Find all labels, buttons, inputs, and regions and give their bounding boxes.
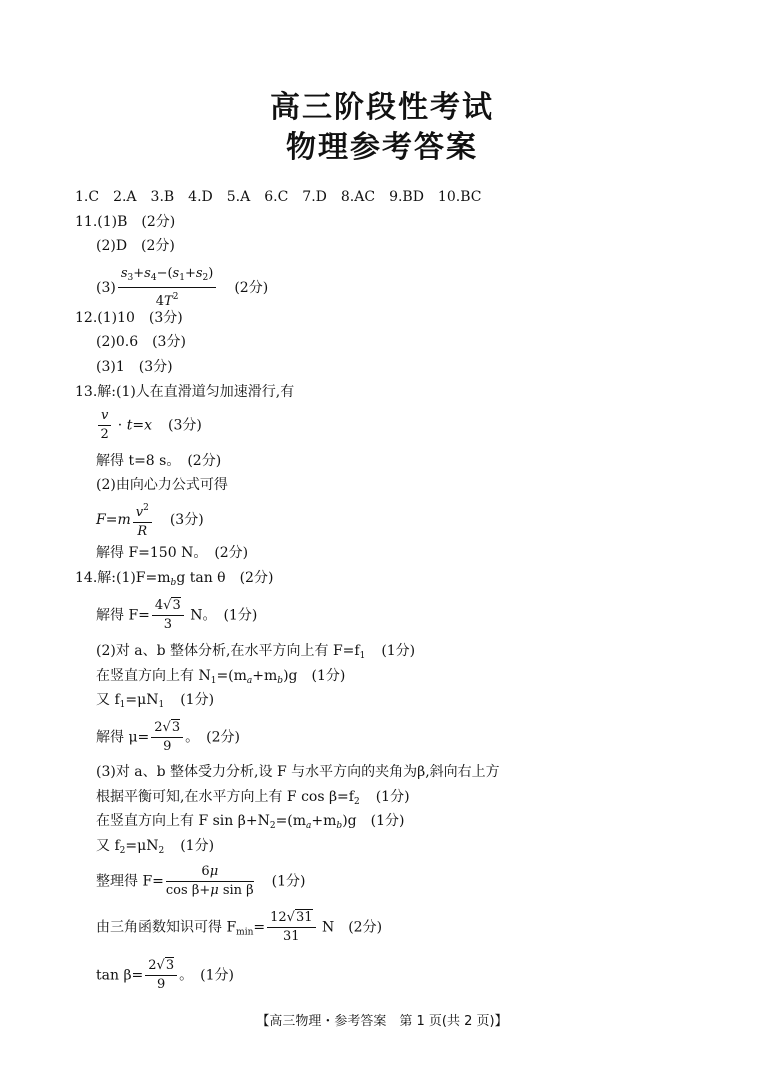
q14-p2-res-a: 解得 μ= xyxy=(96,729,150,746)
q14-p2-vert-c: +m xyxy=(252,668,278,684)
q11-part3-score: (2分) xyxy=(234,280,269,296)
q14-p2-also-b: =μN xyxy=(125,692,159,708)
q14-part2: (2)对 a、b 整体分析,在水平方向上有 $F=f_1$ (1分) xyxy=(96,643,416,661)
multiple-choice-answers: 1.C 2.A 3.B 4.D 5.A 6.C 7.D 8.AC 9.BD 10.BC xyxy=(75,189,482,205)
q14-p3-vert-c: +m xyxy=(311,813,337,829)
q13-intro: 13.解:(1)人在直滑道匀加速滑行,有 xyxy=(75,384,295,400)
q14-p3-min-a: 由三角函数知识可得 F xyxy=(96,919,237,936)
q14-p3-vert-d: )g (1分) xyxy=(342,813,405,829)
q14-result1: 解得 F= $\frac{4√3}{3}$ N。 (1分) xyxy=(96,598,258,632)
q13-part2: (2)由向心力公式可得 xyxy=(96,477,228,493)
q14-p2-also-a: 又 f xyxy=(96,692,120,708)
q14-intro: 14.解$:(1)F=m_bg$ tan θ (2分) xyxy=(75,570,274,588)
q14-p2-vert-a: 在竖直方向上有 N xyxy=(96,668,211,684)
q14-part3-min: 由三角函数知识可得 $F_{min}=$ $\frac{12√31}{31}$ N (2分) xyxy=(96,910,383,944)
q11-part1: 11.(1)B (2分) xyxy=(75,214,176,230)
q14-p2-vert-b: =(m xyxy=(216,668,247,684)
q14-result1-b: N。 (1分) xyxy=(190,607,258,624)
q11-part3-prefix: (3) xyxy=(96,280,116,296)
q14-p2-also-c: (1分) xyxy=(180,692,215,708)
q13-eq1-score: (3分) xyxy=(168,417,202,434)
q14-part2-score: (1分) xyxy=(381,643,416,659)
q14-part3-balance: 根据平衡可知,在水平方向上有 F $\cos \beta=f_2$ (1分) xyxy=(96,789,410,807)
q11-fraction: $\frac{s_3+s_4-(s_1+s_2)}{4T^2}$ xyxy=(118,266,216,310)
q12-part2: (2)0.6 (3分) xyxy=(96,334,186,350)
document-subtitle: 物理参考答案 xyxy=(286,130,478,165)
q14-p2-vert-d: )g (1分) xyxy=(283,668,346,684)
q14-p3-vert-a: 在竖直方向上有 F sin β+N xyxy=(96,813,270,829)
q14-p3-vert-b: =(m xyxy=(275,813,307,829)
q14-p3-bal-a: 根据平衡可知,在水平方向上有 F cos β=f xyxy=(96,789,354,805)
q14-p3-also-c: (1分) xyxy=(180,838,215,854)
q14-p3-min-b: = xyxy=(253,919,266,936)
q13-result1: 解得 t=8 s。 (2分) xyxy=(96,453,222,469)
q11-part2: (2)D (2分) xyxy=(96,238,175,254)
q14-part3-tan: tan β= $\frac{2√3}{9}$ 。 (1分) xyxy=(96,958,234,992)
q12-part3: (3)1 (3分) xyxy=(96,359,173,375)
q13-eq2-score: (3分) xyxy=(169,512,204,528)
q14-p3-bal-b: (1分) xyxy=(375,789,410,805)
q14-result1-a: 解得 F= xyxy=(96,607,150,624)
q14-p3-also-b: =μN xyxy=(125,838,159,854)
document-title: 高三阶段性考试 xyxy=(270,90,494,125)
q14-p3-min-c: N (2分) xyxy=(321,919,383,936)
q13-result2: 解得 F=150 N。 (2分) xyxy=(96,545,249,561)
q14-p2-res-b: 。 (2分) xyxy=(185,729,240,746)
q14-part3-organize: 整理得 F= $\frac{6\mu}{\text{cos β+μ sin β}}$ (1分) xyxy=(96,864,306,898)
q14-p3-tan-b: 。 (1分) xyxy=(179,967,234,984)
q11-part3 xyxy=(96,266,268,310)
q13-eq2: F=m $\frac{v^2}{R}$ (3分) xyxy=(96,500,204,540)
q14-intro-b: g tan θ (2分) xyxy=(176,570,274,586)
q14-p3-org-a: 整理得 F= xyxy=(96,873,164,890)
q14-part3-vertical: 在竖直方向上有 F $\sin \beta+N_2=(m_a+m_b)g$ (1分) xyxy=(96,813,405,831)
q14-part2-text: (2)对 a、b 整体分析,在水平方向上有 F=f xyxy=(96,643,360,659)
q14-part3: (3)对 a、b 整体受力分析,设 F 与水平方向的夹角为β,斜向右上方 xyxy=(96,764,500,780)
q14-p3-org-b: (1分) xyxy=(271,873,306,890)
q14-part3-also: 又 $f_2=\mu N_2$ (1分) xyxy=(96,838,215,856)
q14-part2-result: 解得 μ= $\frac{2√3}{9}$ 。 (2分) xyxy=(96,720,240,754)
q14-part2-vertical: 在竖直方向上有 $N_1=(m_a+m_b)g$ (1分) xyxy=(96,668,346,686)
q14-p3-also-a: 又 f xyxy=(96,838,120,854)
q12-part1: 12.(1)10 (3分) xyxy=(75,310,183,326)
q14-intro-a: 14.解:(1)F=m xyxy=(75,570,171,586)
q14-part2-also: 又 $f_1=\mu N_1$ (1分) xyxy=(96,692,215,710)
q14-p3-tan-a: tan β= xyxy=(96,967,144,984)
q13-eq1: $\frac{v}{2}$ · t=x (3分) xyxy=(96,408,202,443)
page-footer: 【高三物理・参考答案 第 1 页(共 2 页)】 xyxy=(256,1014,508,1029)
